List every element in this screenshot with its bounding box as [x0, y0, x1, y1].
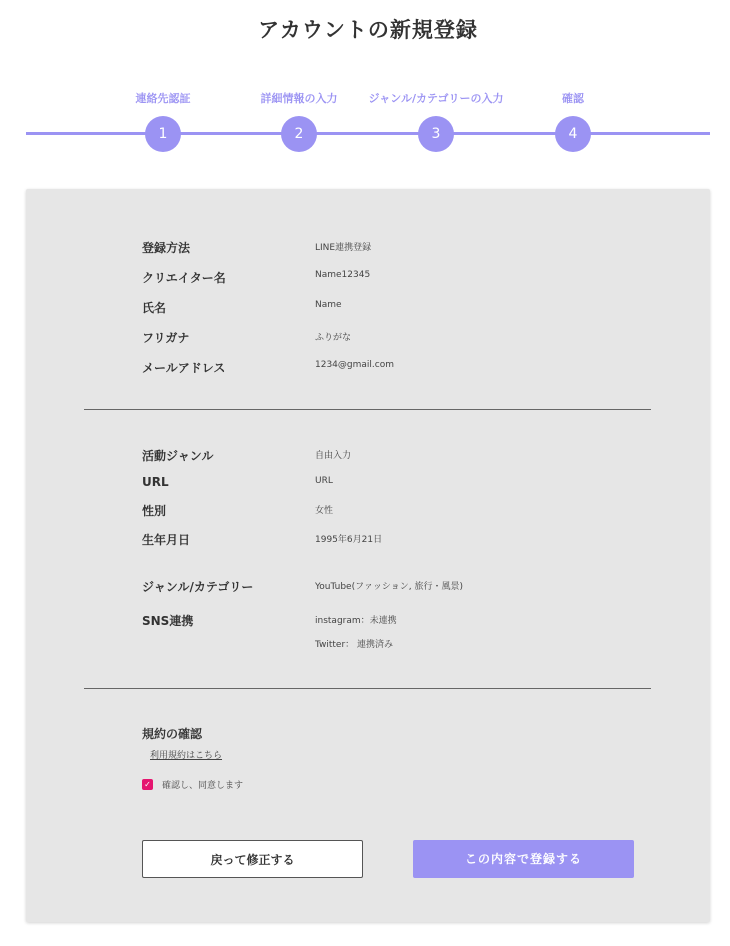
- row-value: 自由入力: [315, 451, 352, 461]
- step-label: ジャンル/カテゴリーの入力: [368, 92, 504, 105]
- sns-link-row: [142, 612, 662, 652]
- row-label: メールアドレス: [142, 361, 226, 375]
- row-label: 氏名: [142, 301, 167, 315]
- activity-genre-row: [142, 447, 662, 467]
- row-value: 女性: [315, 506, 334, 516]
- row-value: ふりがな: [315, 333, 352, 343]
- email-row: [142, 359, 662, 379]
- row-value: Name: [315, 300, 342, 310]
- sns-twitter-value: Twitter： 連携済み: [315, 640, 394, 650]
- birthdate-row: [142, 531, 662, 551]
- section-divider: [84, 409, 651, 410]
- row-label: 生年月日: [142, 533, 191, 547]
- row-label: 登録方法: [142, 241, 191, 255]
- step-label: 連絡先認証: [135, 92, 191, 105]
- step-number: 2: [281, 116, 317, 152]
- row-label: 活動ジャンル: [142, 449, 214, 463]
- check-icon[interactable]: ✓: [142, 779, 153, 790]
- row-label: SNS連携: [142, 614, 194, 628]
- row-label: URL: [142, 475, 169, 489]
- row-value: URL: [315, 476, 333, 486]
- row-label: ジャンル/カテゴリー: [142, 580, 254, 594]
- agree-checkbox-row[interactable]: [142, 777, 342, 791]
- full-name-row: [142, 299, 662, 319]
- section-divider: [84, 688, 651, 689]
- step-number: 4: [555, 116, 591, 152]
- furigana-row: [142, 329, 662, 349]
- genre-category-row: [142, 578, 662, 598]
- confirmation-card: [26, 189, 710, 922]
- step-number: 1: [145, 116, 181, 152]
- terms-link[interactable]: 利用規約はこちら: [150, 751, 223, 761]
- row-label: 性別: [142, 504, 167, 518]
- registration-method-row: [142, 239, 662, 259]
- row-value: 1995年6月21日: [315, 535, 383, 545]
- step-label: 確認: [562, 92, 584, 105]
- row-value: YouTube(ファッション, 旅行・風景): [315, 582, 463, 592]
- back-edit-button[interactable]: 戻って修正する: [142, 840, 363, 878]
- agree-label: 確認し、同意します: [162, 781, 244, 791]
- submit-register-button[interactable]: この内容で登録する: [413, 840, 634, 878]
- row-label: クリエイター名: [142, 271, 226, 285]
- row-label: フリガナ: [142, 331, 190, 345]
- row-value: 1234@gmail.com: [315, 360, 394, 370]
- url-row: [142, 475, 662, 495]
- sns-instagram-value: instagram：未連携: [315, 616, 397, 626]
- row-value: LINE連携登録: [315, 243, 372, 253]
- step-number: 3: [418, 116, 454, 152]
- step-4: [473, 0, 673, 160]
- creator-name-row: [142, 269, 662, 289]
- row-value: Name12345: [315, 270, 371, 280]
- gender-row: [142, 502, 662, 522]
- terms-title: 規約の確認: [142, 727, 203, 741]
- page-title: アカウントの新規登録: [258, 18, 478, 42]
- progress-stepper: [0, 0, 730, 180]
- step-label: 詳細情報の入力: [260, 92, 338, 105]
